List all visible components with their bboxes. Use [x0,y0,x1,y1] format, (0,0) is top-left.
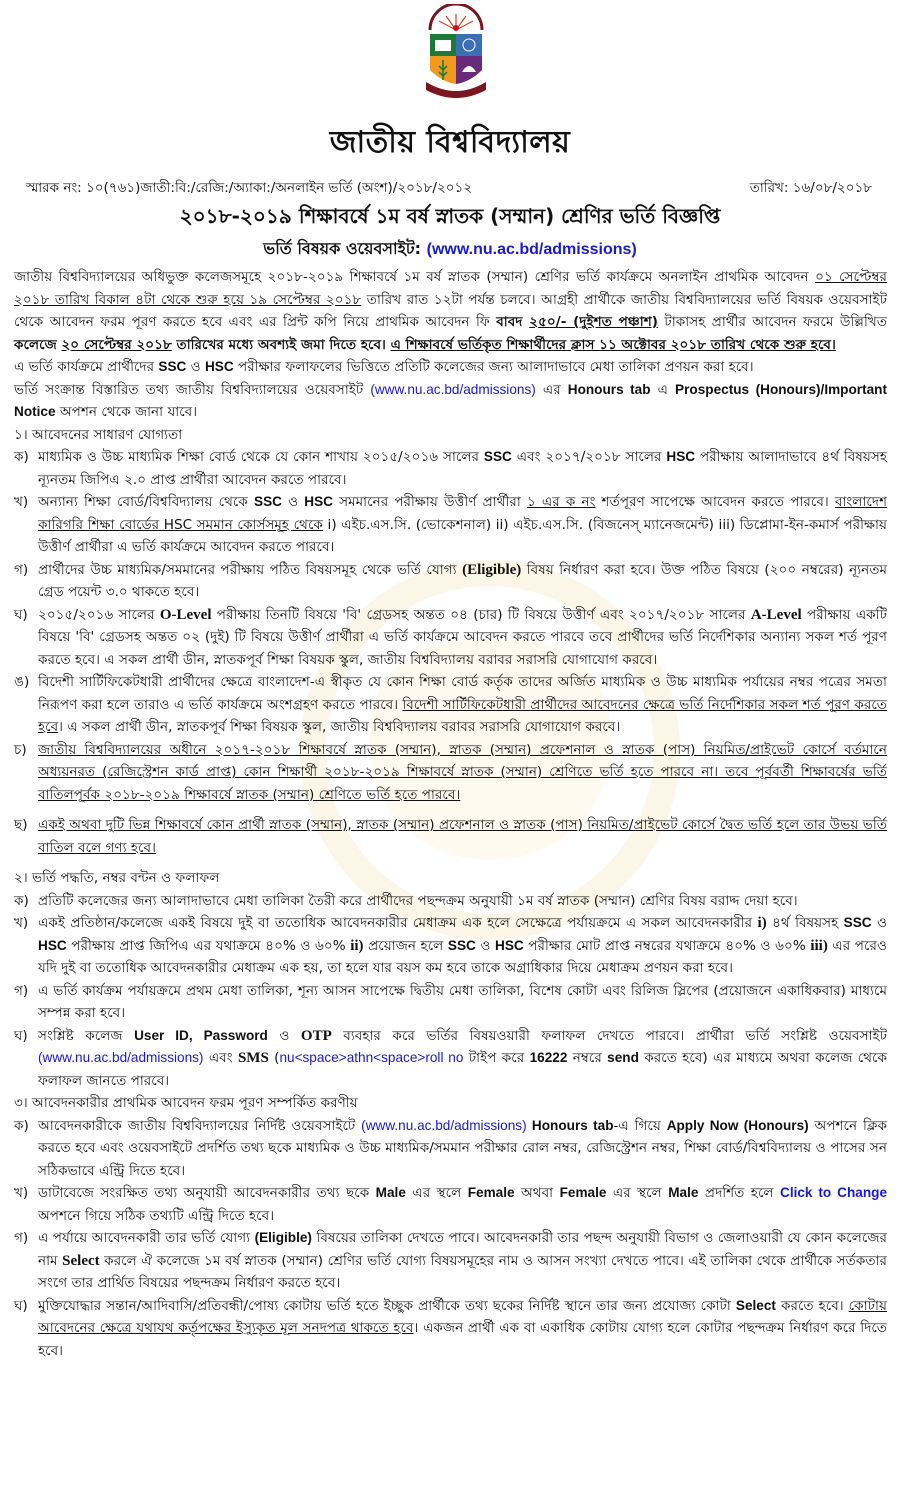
text: পরীক্ষায় প্রাপ্ত জিপিএ এর যথাক্রমে ৪০% ও ৬০% [66,937,351,954]
item-text: এ ভর্তি কার্যক্রম পর্যায়ক্রমে প্রথম মেধা তালিকা, শূন্য আসন সাপেক্ষে দ্বিতীয় মেধা তালিকা, বিশেষ কোটা এবং রিলিজ স্লিপের (প্রয়োজনে একাধিকবার) মাধ্যমে সম্পন্ন করা হবে। [38,982,887,1021]
text: HSC [304,494,333,509]
item-label: ছ) [14,817,28,833]
item-label: গ) [14,1230,29,1246]
list-item [14,671,887,739]
text: ( [268,1050,280,1066]
text: নম্বরে [567,1050,608,1066]
notice-date: তারিখ: ১৬/০৮/২০১৮ [749,180,872,196]
item-label: খ) [14,494,29,510]
class-start-note: এ শিক্ষাবর্ষে ভর্তিকৃত শিক্ষার্থীদের ক্লাস ১১ অক্টোবর ২০১৮ তারিখ থেকে শুরু হবে। [390,336,836,353]
text: প্রয়োজন হলে [363,937,448,954]
text: ও [186,359,205,375]
text: এর স্থলে [405,1185,468,1201]
submission-deadline: ২০ সেপ্টেম্বর ২০১৮ [61,336,172,353]
item-label: গ) [14,982,29,999]
text: ৪র্থ বিষয়সহ [766,915,844,931]
section-3-title: ৩। আবেদনকারীর প্রাথমিক আবেদন ফরম পূরণ সম্পর্কিত করণীয় [14,1095,358,1111]
text: Apply Now (Honours) [666,1117,809,1133]
item-text [38,1295,887,1363]
text: ও [267,1027,301,1044]
notice-body [14,266,887,1362]
item-label: খ) [14,1185,29,1201]
university-crest-icon [422,4,490,102]
website-link[interactable]: (www.nu.ac.bd/admissions) [426,241,637,258]
item-text [38,671,887,739]
text: ডাটাবেজে সংরক্ষিত তথ্য অনুযায়ী আবেদনকারীর তথ্য ছকে [38,1185,376,1201]
item-label: ক) [14,449,29,465]
text: করতে হবে। [775,1297,849,1314]
item-label: ঘ) [14,606,28,623]
text: টাইপ করে [463,1050,530,1066]
notice-headline: ২০১৮-২০১৯ শিক্ষাবর্ষে ১ম বর্ষ স্নাতক (সম্মান) শ্রেণির ভর্তি বিজ্ঞপ্তি [179,204,721,228]
text: অথবা [514,1185,560,1201]
text: O-Level [159,606,212,623]
text: এর [535,381,568,398]
text: ১ এর ক নং [526,494,596,510]
text: SSC [254,494,282,509]
item-text [38,446,887,491]
item-text [38,1182,887,1227]
text: Male [668,1185,699,1200]
text: A-Level [750,606,802,623]
text: । একজন প্রার্থী এক বা একাধিক কোটায় যোগ্য হলে কোটার পছন্দক্রম নির্ধারণ করে দিতে হবে। [38,1320,887,1359]
text: এবং ২০১৭/২০১৮ সালের [511,449,667,465]
text: অপশনে ক্লিক করতে হবে এবং ওয়েবসাইটে প্রদর্শিত তথ্য ছকে মাধ্যমিক ও উচ্চ মাধ্যমিক/সমমান পরীক্ষার রোল নম্বর, রেজিস্ট্রেশন নম্বর, শিক্ষা বোর্ড/বিশ্ববিদ্যালয় ও পাসের সন সঠিকভাবে এন্ট্রি দিতে হবে। [38,1117,888,1179]
list-item [14,446,887,491]
text: অপশনে গিয়ে সঠিক তথ্যটি এন্ট্রি দিতে হবে। [38,1207,275,1224]
text: Prospectus (Honours)/Important Notice [14,381,887,419]
text: শর্তপূরণ সাপেক্ষে আবেদন করতে পারবে। [595,494,835,510]
text: এ ভর্তি কার্যক্রমে প্রার্থীদের [14,359,159,375]
text: জাতীয় বিশ্ববিদ্যালয়ের অধিভুক্ত কলেজসমূহে ২০১৮-২০১৯ শিক্ষাবর্ষে ১ম বর্ষ স্নাতক (সম্মান) শ্রেণির ভর্তি কার্যক্রমে অনলাইন প্রাথমিক আবেদন [14,269,816,285]
text: এর পরেও যদি দুই বা ততোধিক আবেদনকারীর মেধাক্রম এক হয়, তা হলে যার বয়স কম হবে তাকে অগ্রাধিকার দিয়ে মেধাক্রম প্রণয়ন করা হবে। [38,937,887,976]
text: মুক্তিযোদ্ধার সন্তান/আদিবাসি/প্রতিবন্ধী/পোষ্য কোটায় ভর্তি হতে ইচ্ছুক প্রার্থীকে তথ্য ছকের নির্দিষ্ট স্থানে তার জন্য প্রযোজ্য কোটা [38,1297,736,1314]
text: Honours tab [526,1117,614,1133]
list-item [14,1182,887,1227]
text: আবেদনকারীকে জাতীয় বিশ্ববিদ্যালয়ের নির্দিষ্ট ওয়েবসাইটে [38,1117,362,1134]
text: Honours tab [567,381,651,397]
text: । এ সকল প্রার্থী ডীন, স্নাতকপূর্ব শিক্ষা বিষয়ক স্কুল, জাতীয় বিশ্ববিদ্যালয় বরাবর সরাসরি যোগাযোগ করবে। [58,719,621,735]
text: তারিখের মধ্যে অবশ্যই জমা দিতে হবে। [171,336,391,353]
item-label: ঘ) [14,1027,28,1044]
item-label: খ) [14,915,29,931]
text: SSC [843,915,872,930]
text: তারিখ রাত ১২টা পর্যন্ত চলবে। আগ্রহী প্রার্থীকে জাতীয় বিশ্ববিদ্যালয়ের ভর্তি বিষয়ক ওয়েবসাইট থেকে আবেদন ফরম পূরণ করতে হবে এবং এর প্রিন্ট কপি নিয়ে প্রাথমিক আবেদন ফি [14,291,887,330]
text: বিষয় নির্ধারণ করা হবে। উক্ত পঠিত বিষয়ে (২০০ নম্বরের) ন্যূনতম গ্রেড পয়েন্ট ৩.০ থাকতে হবে। [38,561,888,600]
sms-number: 16222 [529,1050,568,1065]
list-item [14,739,887,807]
details-paragraph [14,379,887,424]
text: Select [62,1252,100,1269]
website-link[interactable]: (www.nu.ac.bd/admissions) [370,381,536,397]
item-text: একই অথবা দুটি ভিন্ন শিক্ষাবর্ষে কোন প্রার্থী স্নাতক (সম্মান), স্নাতক (সম্মান) প্রফেশনাল ও স্নাতক (পাস) নিয়মিত/প্রাইভেট কোর্সে দ্বৈত ভর্তি হলে তার উভয় ভর্তি বাতিল বলে গণ্য হবে। [38,817,887,856]
list-item [14,1025,887,1093]
section-1-title: ১। আবেদনের সাধারণ যোগ্যতা [14,426,183,443]
text: টাকাসহ প্রার্থীর আবেদন ফরমে উল্লিখিত [658,314,887,330]
item-label: ক) [14,1117,29,1134]
click-to-change-option: Click to Change [780,1185,887,1200]
item-text [38,1115,887,1183]
text: অপশন থেকে জানা যাবে। [55,404,198,420]
text: সংশ্লিষ্ট কলেজ [38,1027,135,1044]
item-label: ক) [14,892,29,909]
website-link[interactable]: (www.nu.ac.bd/admissions) [38,1050,204,1065]
text: প্রদর্শিত হলে [698,1185,780,1201]
text: SMS [237,1050,269,1066]
text: ব্যবহার করে ভর্তির বিষয়ওয়ারী ফলাফল দেখতে পারবে। প্রার্থীরা ভর্তি সংশ্লিষ্ট ওয়েবসাইট [331,1027,888,1044]
text: বাবদ [496,314,530,330]
text: বিদেশী সার্টিফিকেটধারী প্রার্থীদের আবেদনের ক্ষেত্রে ভর্তি নির্দেশিকার সকল শর্ত পূরণ করতে হবে [38,696,887,735]
text: ২০১৫/২০১৬ সালের [38,606,160,623]
text: HSC [204,359,234,374]
text: কলেজে [14,336,62,353]
text: SSC [483,449,512,464]
intro-paragraph [14,266,887,356]
list-item [14,814,887,859]
text: Female [467,1185,515,1200]
text: ও [871,915,888,931]
website-label: ভর্তি বিষয়ক ওয়েবসাইট: [263,239,427,258]
text: HSC [495,937,524,953]
application-fee: ২৫০/- (দুইশত পঞ্চাশ) [529,314,658,330]
text: Select [735,1297,776,1313]
text: HSC [38,937,67,953]
text: ii) [350,937,364,954]
text: ভর্তি সংক্রান্ত বিস্তারিত তথ্য জাতীয় বিশ্ববিদ্যালয়ের ওয়েবসাইট [14,381,371,398]
text: User ID, Password [134,1027,268,1043]
merit-list-paragraph [14,356,887,379]
item-text [38,559,887,604]
text: প্রার্থীদের উচ্চ মাধ্যমিক/সমমানের পরীক্ষায় পঠিত বিষয়সমূহ থেকে ভর্তি যোগ্য [38,561,463,578]
admission-website-row [0,236,900,263]
text: সমমানের পরীক্ষায় উত্তীর্ণ প্রার্থীরা [332,494,527,510]
list-item [14,491,887,559]
text: বিষয়ের তালিকা দেখতে পাবে। আবেদনকারী তার পছন্দ অনুযায়ী বিভাগ ও জেলাওয়ারী যে কোন কলেজের নাম [38,1230,887,1269]
text: বাংলাদেশ কারিগরি শিক্ষা বোর্ডের HSC সমমান কোর্সসমূহ থেকে [38,494,887,533]
memo-row [26,177,872,200]
text: বিদেশী সার্টিফিকেটধারী প্রার্থীদের ক্ষেত্রে বাংলাদেশ-এ স্বীকৃত যে কোন শিক্ষা বোর্ড কর্তৃক তাদের অর্জিত মাধ্যমিক ও উচ্চ মাধ্যমিক পর্যায়ের নম্বর পত্রের সমতা নিরূপণ করা হলে তারাও এ ভর্তি কার্যক্রমে অংশগ্রহণ করতে পারবে। [38,674,887,713]
item-text [38,912,887,980]
text: iii) [810,937,828,954]
text: i) [757,915,767,931]
item-label: ঙ) [14,674,30,690]
text: করলে ঐ কলেজে ১ম বর্ষ স্নাতক (সম্মান) শ্রেণির ভর্তি যোগ্য বিষয়সমূহের নাম ও আসন সংখ্যা দেখতে পাবে। এই তালিকা থেকে প্রার্থীকে সর্তকতার সংগে তার প্রার্থিত বিষয়ের পছন্দক্রম নির্ধারণ করতে হবে। [38,1252,887,1291]
item-text [38,491,887,559]
list-item [14,1227,887,1295]
sms-format: nu<space>athn<space>roll no [279,1050,464,1065]
text: এ পর্যায়ে আবেদনকারী তার ভর্তি যোগ্য [38,1230,255,1246]
text: HSC [666,449,696,464]
text: OTP [300,1027,332,1044]
item-label: চ) [14,741,27,758]
text: ও [475,937,496,954]
text: পরীক্ষার মোট প্রাপ্ত নম্বরের যথাক্রমে ৪০% ও ৬০% [523,937,811,954]
text: মাধ্যমিক ও উচ্চ মাধ্যমিক শিক্ষা বোর্ড থেকে যে কোন শাখায় ২০১৫/২০১৬ সালের [38,449,484,465]
list-item [14,912,887,980]
list-item [14,1295,887,1363]
item-text: প্রতিটি কলেজের জন্য আলাদাভাবে মেধা তালিকা তৈরী করে প্রার্থীদের পছন্দক্রম অনুযায়ী ১ম বর্ষ স্নাতক (সম্মান) শ্রেণির বিষয় বরাদ্দ দেয়া হবে। [38,892,798,909]
text: এর স্থলে [606,1185,669,1201]
text: করতে হবে) এর মাধ্যমে অথবা কলেজ থেকে ফলাফল জানতে পারবে। [38,1050,888,1089]
text: পরীক্ষায় একটি বিষয়ে 'বি' গ্রেডসহ অন্তত ০২ (দুই) টি বিষয়ে উত্তীর্ণ প্রার্থীরা এ ভর্তি কার্যক্রমে আবেদন করতে পারবে তবে প্রার্থীদের ভর্তি নির্দেশিকার অন্যান্য সকল শর্ত পূরণ করতে হবে। এ সকল প্রার্থী ডীন, স্নাতকপূর্ব শিক্ষা বিষয়ক স্কুল, জাতীয় বিশ্ববিদ্যালয় বরাবর সরাসরি যোগাযোগ করবে। [38,606,887,668]
text: (Eligible) [254,1230,312,1245]
text: পরীক্ষার ফলাফলের ভিত্তিতে প্রতিটি কলেজের জন্য আলাদাভাবে মেধা তালিকা প্রণয়ন করা হবে। [233,359,754,375]
text: send [607,1050,639,1065]
text: Female [559,1185,607,1200]
item-text [38,1025,887,1093]
list-item [14,980,887,1025]
text: এবং [203,1050,238,1066]
list-item [14,559,887,604]
list-item [14,890,887,913]
text: Male [375,1185,406,1200]
item-label: ঘ) [14,1297,28,1314]
item-label: গ) [14,561,29,578]
text: i) এইচ.এস.সি. (ভোকেশনাল) ii) এইচ.এস.সি. (বিজনেস্ ম্যানেজমেন্ট) iii) ডিপ্লোমা-ইন-কমার্স পরীক্ষায় উত্তীর্ণ প্রার্থীরা এ ভর্তি কার্যক্রমে আবেদন করতে পারবে। [38,516,887,555]
section-2-title: ২। ভর্তি পদ্ধতি, নম্বর বন্টন ও ফলাফল [14,870,220,886]
text: পরীক্ষায় তিনটি বিষয়ে 'বি' গ্রেডসহ অন্তত ০৪ (চার) টি বিষয়ে উত্তীর্ণ এবং ২০১৭/২০১৮ সালের [211,606,751,623]
text: SSC [158,359,187,374]
text: ও [281,494,305,510]
text: -এ গিয়ে [613,1117,667,1134]
item-text [38,604,887,672]
text: কোটায় আবেদনের ক্ষেত্রে যথাযথ কর্তৃপক্ষের ইস্যুকৃত মূল সনদপত্র থাকতে হবে [38,1297,887,1336]
text: পরীক্ষায় আলাদাভাবে ৪র্থ বিষয়সহ ন্যূনতম জিপিএ ২.০ প্রাপ্ত প্রার্থীরা আবেদন করতে পারবে। [38,449,887,488]
text: একই প্রতিষ্ঠান/কলেজে একই বিষয়ে দুই বা ততোধিক আবেদনকারীর মেধাক্রম এক হলে সেক্ষেত্রে পর্যায়ক্রমে এ সকল আবেদনকারীর [38,915,758,931]
text: এ [650,381,676,398]
list-item [14,604,887,672]
text: অন্যান্য শিক্ষা বোর্ড/বিশ্ববিদ্যালয় থেকে [38,494,255,510]
application-period: ০১ সেপ্টেম্বর ২০১৮ তারিখ বিকাল ৪টা থেকে শুরু হয়ে ১৯ সেপ্টেম্বর ২০১৮ [14,269,887,308]
institution-title: জাতীয় বিশ্ববিদ্যালয় [329,125,571,160]
item-text: জাতীয় বিশ্ববিদ্যালয়ের অধীনে ২০১৭-২০১৮ শিক্ষাবর্ষে স্নাতক (সম্মান), স্নাতক (সম্মান) প্রফেশনাল ও স্নাতক (পাস) নিয়মিত/প্রাইভেট কোর্সে বর্তমানে অধ্যয়নরত (রেজিস্ট্রেশন কার্ড প্রাপ্ত) কোন শিক্ষার্থী ২০১৮-২০১৯ শিক্ষাবর্ষে স্নাতক (সম্মান) শ্রেণিতে ভর্তি হতে পারবে না। তবে পূর্ববর্তী শিক্ষাবর্ষের ভর্তি বাতিলপূর্বক ২০১৮-২০১৯ শিক্ষাবর্ষে স্নাতক (সম্মান) শ্রেণিতে ভর্তি হতে পারবে। [38,741,887,803]
memo-number: স্মারক নং: ১০(৭৬১)জাতী:বি:/রেজি:/অ্যাকা:/অনলাইন ভর্তি (অংশ)/২০১৮/২০১২ [26,180,473,196]
list-item [14,1115,887,1183]
website-link[interactable]: (www.nu.ac.bd/admissions) [361,1117,527,1133]
item-text [38,1227,887,1295]
text: SSC [447,937,476,953]
text: (Eligible) [462,561,522,578]
